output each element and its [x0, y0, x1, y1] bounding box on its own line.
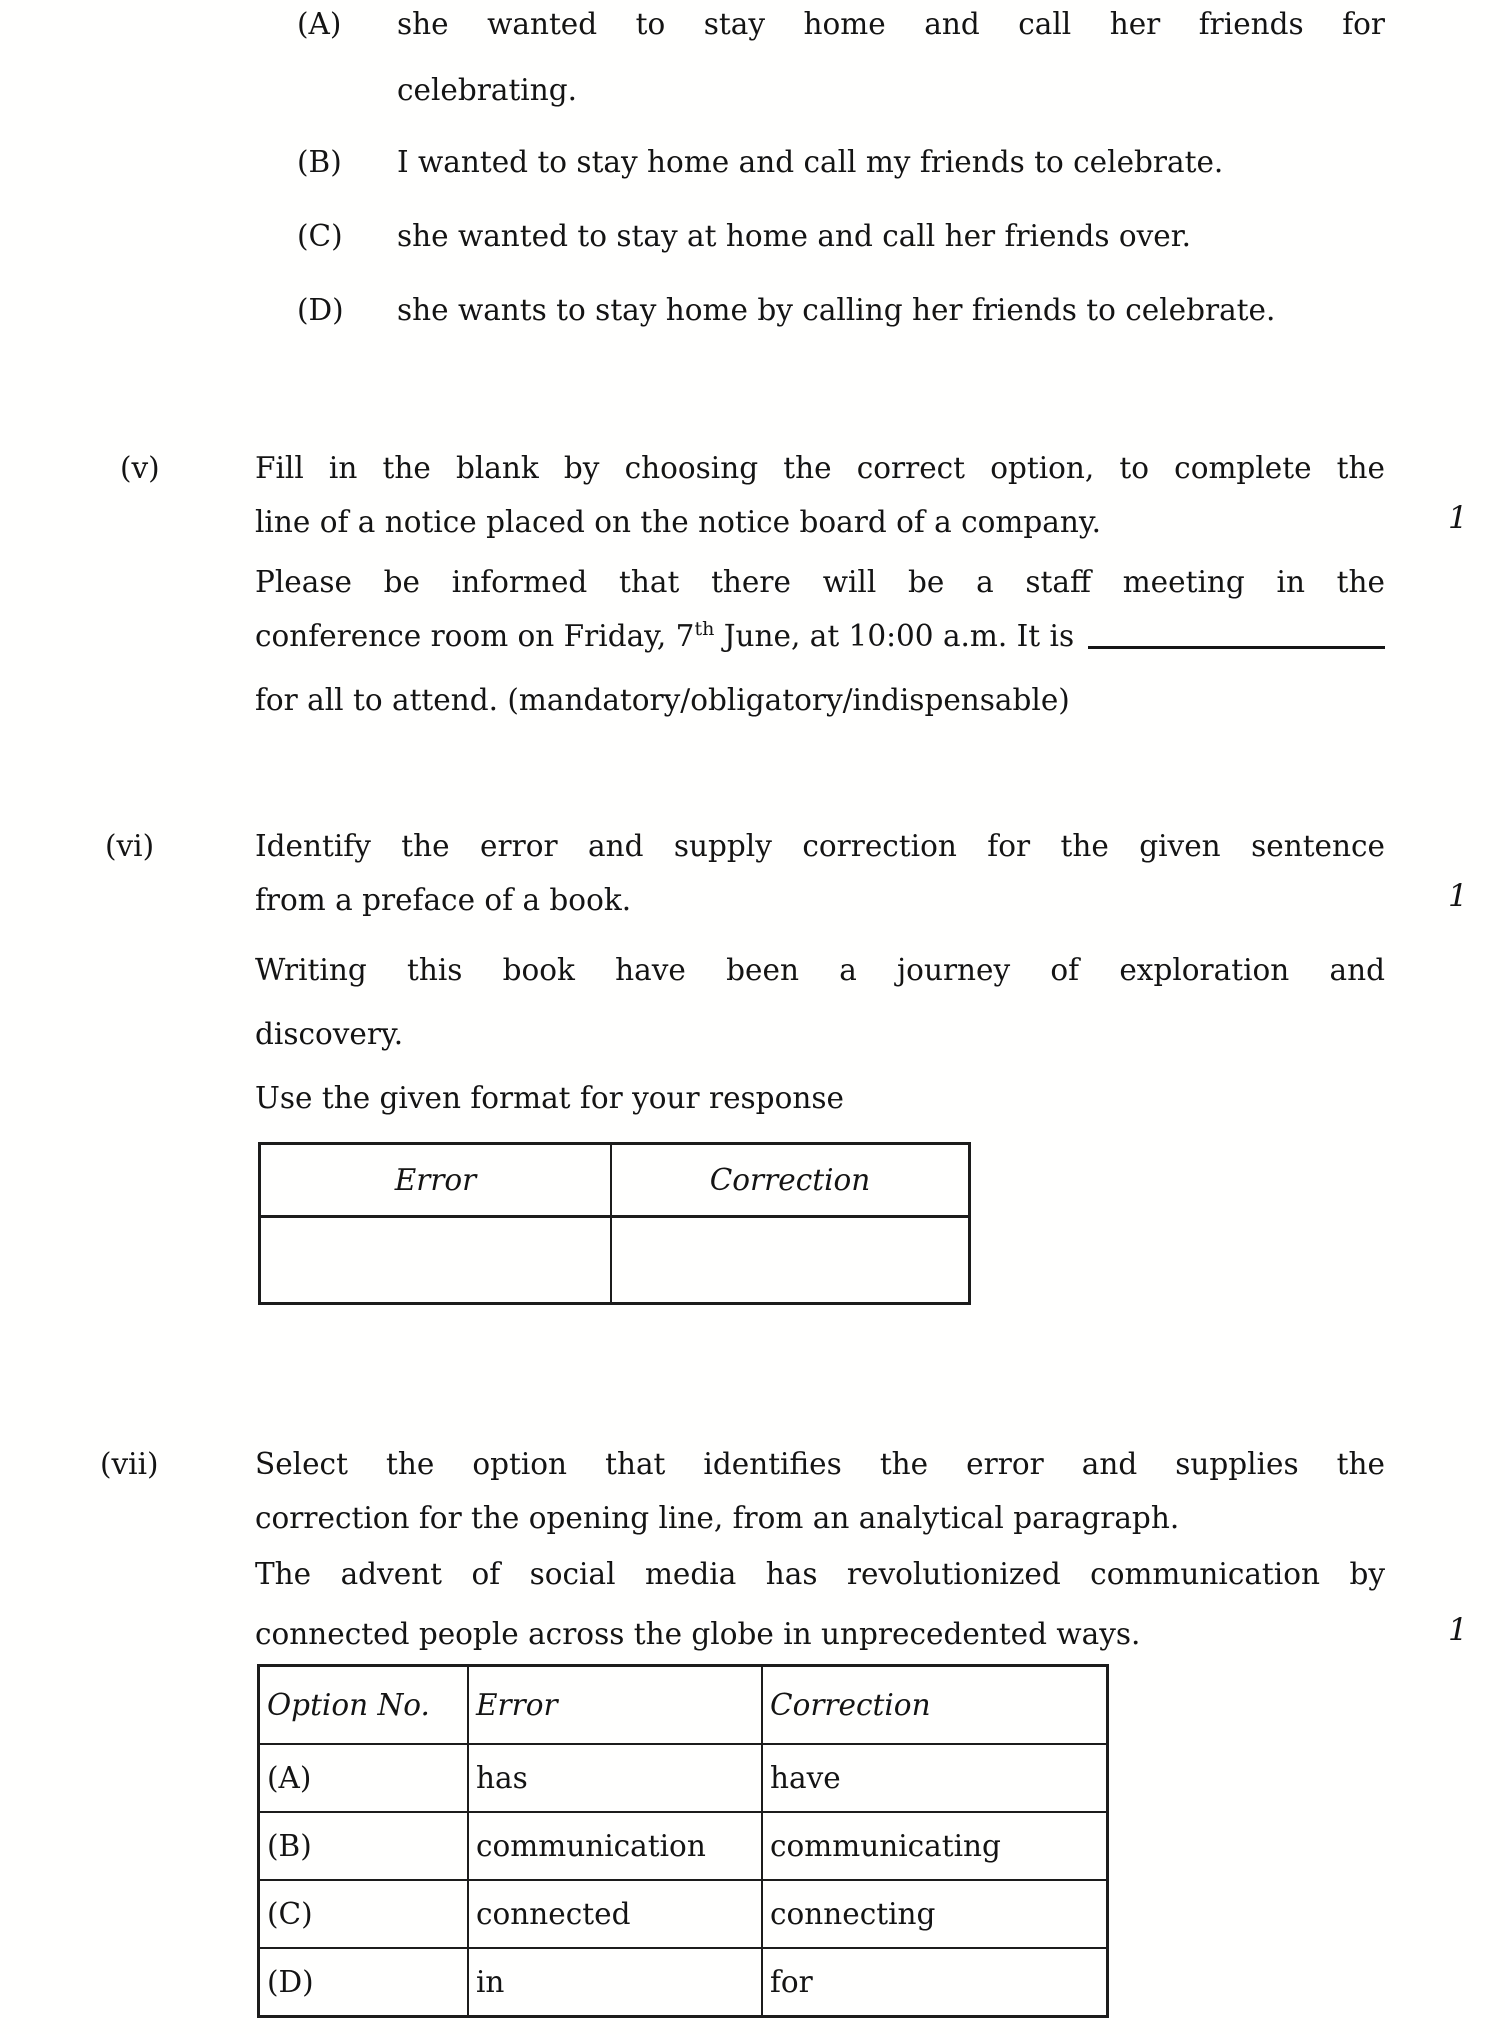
question-vi-prompt-line2: from a preface of a book. [255, 883, 632, 917]
format-instruction: Use the given format for your response [255, 1081, 844, 1115]
question-v-number: (v) [120, 451, 160, 485]
question-vi-marks: 1 [1448, 878, 1468, 914]
question-v-marks: 1 [1448, 500, 1468, 536]
notice-line2 [255, 616, 1385, 656]
option-d-label: (D) [297, 293, 344, 327]
option-c-label: (C) [297, 219, 343, 253]
error-column-header: Error [468, 1666, 762, 1745]
error-cell: connected [468, 1880, 762, 1948]
error-cell: has [468, 1744, 762, 1812]
question-vi-sentence-line2: discovery. [255, 1017, 404, 1051]
error-correction-table [258, 1142, 971, 1305]
question-vi-sentence-line1: Writing this book have been a journey of exploration and [255, 953, 1385, 987]
question-v-prompt-line1: Fill in the blank by choosing the correct option, to complete the [255, 451, 1385, 485]
correction-cell: connecting [762, 1880, 1108, 1948]
question-vii-prompt-line1: Select the option that identifies the error and supplies the [255, 1447, 1385, 1481]
notice-line3: for all to attend. (mandatory/obligatory/indispensable) [255, 683, 1070, 717]
correction-column-header: Correction [611, 1144, 970, 1217]
correction-cell: communicating [762, 1812, 1108, 1880]
correction-answer-cell [611, 1217, 970, 1304]
option-a-text-line2: celebrating. [397, 73, 577, 107]
option-a-label: (A) [297, 7, 342, 41]
correction-cell: for [762, 1948, 1108, 2017]
option-d-text: she wants to stay home by calling her friends to celebrate. [397, 293, 1276, 327]
fill-in-blank-line [1088, 646, 1385, 649]
correction-column-header: Correction [762, 1666, 1108, 1745]
question-vi-prompt-line1: Identify the error and supply correction for the given sentence [255, 829, 1385, 863]
option-cell: (C) [259, 1880, 469, 1948]
option-cell: (B) [259, 1812, 469, 1880]
question-vi-number: (vi) [105, 829, 155, 863]
table-header-row [259, 1666, 1108, 1745]
option-b-label: (B) [297, 145, 342, 179]
question-vii-marks: 1 [1448, 1612, 1468, 1648]
option-cell: (A) [259, 1744, 469, 1812]
notice-line1: Please be informed that there will be a staff meeting in the [255, 565, 1385, 599]
question-vii-sentence-line1: The advent of social media has revolutionized communication by [255, 1557, 1385, 1591]
option-b-text: I wanted to stay home and call my friends to celebrate. [397, 145, 1224, 179]
table-header-row [260, 1144, 970, 1217]
option-c-text: she wanted to stay at home and call her friends over. [397, 219, 1191, 253]
table-row-a [259, 1744, 1108, 1812]
table-empty-row [260, 1217, 970, 1304]
question-vii-number: (vii) [100, 1447, 159, 1481]
question-vii-sentence-line2: connected people across the globe in unprecedented ways. [255, 1617, 1141, 1651]
option-cell: (D) [259, 1948, 469, 2017]
correction-cell: have [762, 1744, 1108, 1812]
ordinal-superscript: th [694, 618, 715, 641]
table-row-d [259, 1948, 1108, 2017]
question-vii-prompt-line2: correction for the opening line, from an analytical paragraph. [255, 1501, 1180, 1535]
error-cell: in [468, 1948, 762, 2017]
option-no-column-header: Option No. [259, 1666, 469, 1745]
error-answer-cell [260, 1217, 612, 1304]
notice-line2-text: conference room on Friday, 7th June, at 10:00 a.m. It is [255, 618, 1075, 653]
table-row-c [259, 1880, 1108, 1948]
option-error-correction-table [257, 1664, 1109, 2018]
option-a-text-line1: she wanted to stay home and call her friends for [397, 7, 1385, 41]
error-cell: communication [468, 1812, 762, 1880]
error-column-header: Error [260, 1144, 612, 1217]
table-row-b [259, 1812, 1108, 1880]
question-v-prompt-line2: line of a notice placed on the notice board of a company. [255, 505, 1101, 539]
